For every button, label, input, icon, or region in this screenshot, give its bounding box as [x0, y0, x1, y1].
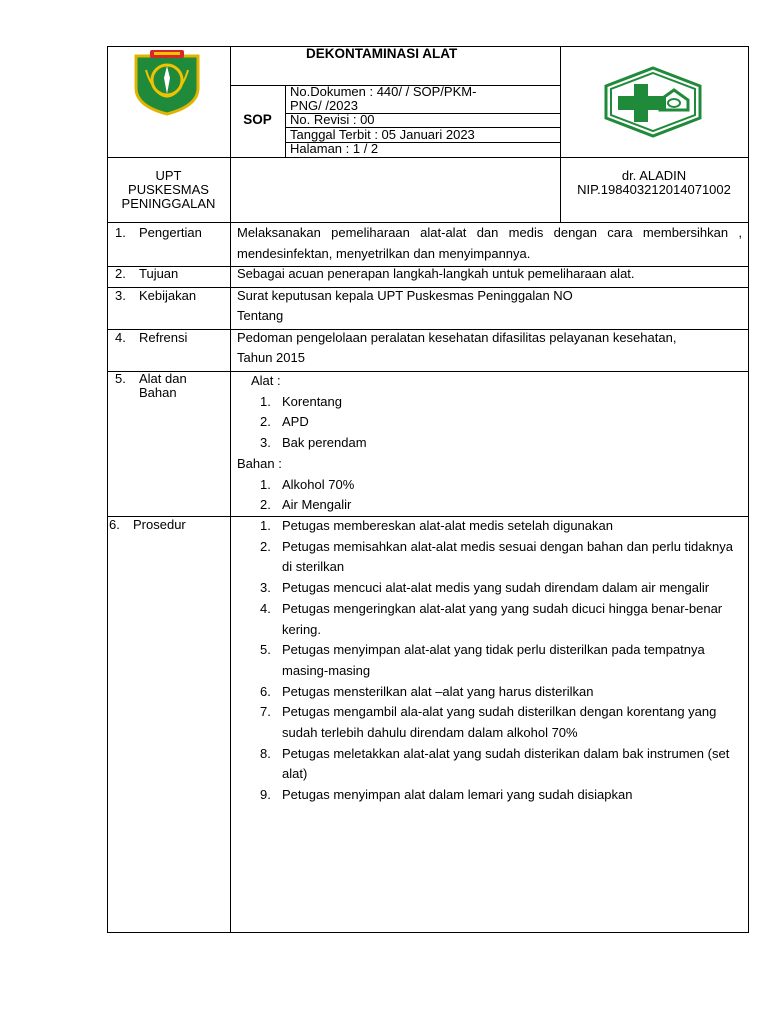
list-item: 2. Petugas memisahkan alat-alat medis sesuai dengan bahan dan perlu tidaknya di sterilkan — [260, 538, 733, 575]
tanggal-terbit: Tanggal Terbit : 05 Januari 2023 — [290, 127, 475, 142]
kebijakan-line1: Surat keputusan kepala UPT Puskesmas Peninggalan NO — [237, 288, 573, 303]
section-label-refrensi: 4. Refrensi — [115, 330, 188, 345]
document-title: DEKONTAMINASI ALAT — [306, 46, 458, 61]
halaman: Halaman : 1 / 2 — [290, 141, 379, 156]
list-item: 1. Korentang — [260, 393, 342, 409]
section-label-kebijakan: 3. Kebijakan — [115, 288, 197, 303]
signer-name: dr. ALADIN — [621, 168, 687, 183]
unit-line: PUSKESMAS — [128, 182, 209, 197]
list-item: 1. Alkohol 70% — [260, 476, 355, 492]
sop-label: SOP — [243, 112, 272, 127]
section-label-pengertian: 1. Pengertian — [115, 225, 202, 240]
no-revisi: No. Revisi : 00 — [290, 112, 375, 127]
list-item: 9. Petugas menyimpan alat dalam lemari yang sudah disiapkan — [260, 787, 633, 803]
no-dokumen-line2: PNG/ /2023 — [290, 98, 358, 113]
no-dokumen-line1: No.Dokumen : 440/ / SOP/PKM- — [290, 84, 477, 99]
bahan-label: Bahan : — [237, 455, 282, 471]
pengertian-text: Melaksanakan pemeliharaan alat-alat dan medis dengan cara membersihkan , mendesinfektan, menyetrilkan dan menyimpannya. — [237, 225, 742, 261]
kebijakan-line2: Tentang — [237, 308, 284, 323]
unit-name — [107, 169, 230, 211]
signer-block — [560, 169, 748, 197]
list-item: 2. APD — [260, 414, 309, 430]
prosedur-steps — [237, 516, 742, 806]
section-label-tujuan: 2. Tujuan — [115, 266, 179, 281]
puskesmas-logo — [604, 66, 702, 138]
tujuan-text: Sebagai acuan penerapan langkah-langkah untuk pemeliharaan alat. — [237, 266, 635, 281]
list-item: 3. Bak perendam — [260, 435, 367, 451]
list-item: 5. Petugas menyimpan alat-alat yang tidak perlu disterilkan pada tempatnya masing-masing — [260, 642, 705, 678]
section-label-prosedur: 6. Prosedur — [109, 517, 186, 532]
refrensi-line1: Pedoman pengelolaan peralatan kesehatan difasilitas pelayanan kesehatan, — [237, 330, 677, 345]
alat-bahan-content — [237, 371, 742, 516]
list-item: 8. Petugas meletakkan alat-alat yang sudah disterikan dalam bak instrumen (set alat) — [260, 745, 730, 782]
list-item: 7. Petugas mengambil ala-alat yang sudah disterilkan dengan korentang yang sudah terlebih dahulu direndam dalam alkohol 70% — [260, 704, 717, 741]
refrensi-line2: Tahun 2015 — [237, 350, 305, 365]
list-item: 2. Air Mengalir — [260, 497, 352, 513]
regional-logo — [130, 48, 204, 116]
alat-label: Alat : — [251, 373, 281, 388]
unit-line: PENINGGALAN — [121, 196, 216, 211]
list-item: 1. Petugas membereskan alat-alat medis setelah digunakan — [260, 518, 613, 533]
list-item: 6. Petugas mensterilkan alat –alat yang harus disterilkan — [260, 683, 594, 699]
list-item: 3. Petugas mencuci alat-alat medis yang sudah direndam dalam air mengalir — [260, 580, 710, 596]
unit-line: UPT — [155, 168, 182, 183]
section-label-alat-bahan: 5. Alat dan Bahan — [115, 371, 187, 400]
signer-nip: NIP.198403212014071002 — [577, 182, 731, 197]
list-item: 4. Petugas mengeringkan alat-alat yang yang sudah dicuci hingga benar-benar kering. — [260, 600, 723, 637]
